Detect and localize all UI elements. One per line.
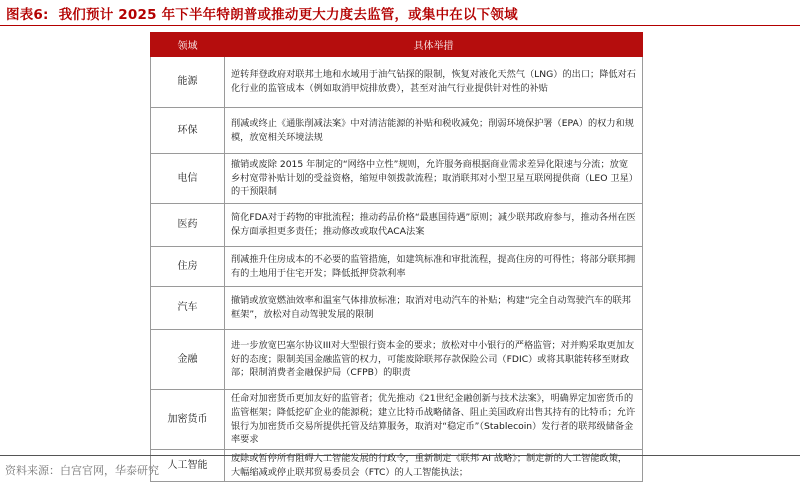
policy-table xyxy=(150,32,643,482)
figure-title-text: 我们预计 2025 年下半年特朗普或推动更大力度去监管，或集中在以下领域 xyxy=(58,7,518,23)
table-row xyxy=(151,154,643,204)
table-row xyxy=(151,330,643,390)
row-domain: 环保 xyxy=(151,108,225,154)
table-row xyxy=(151,247,643,287)
table-row xyxy=(151,204,643,247)
table-row xyxy=(151,108,643,154)
source-divider xyxy=(0,455,800,456)
table-row xyxy=(151,390,643,450)
source-note: 资料来源：白宫官网，华泰研究 xyxy=(5,464,159,477)
row-domain: 能源 xyxy=(151,57,225,108)
row-domain: 汽车 xyxy=(151,287,225,330)
row-measure: 削减推升住房成本的不必要的监管措施，如建筑标准和审批流程，提高住房的可得性；将部分联邦拥有的土地用于住宅开发；降低抵押贷款利率 xyxy=(225,247,643,287)
row-measure: 任命对加密货币更加友好的监管者；优先推动《21世纪金融创新与技术法案》，明确界定加密货币的监管框架；降低挖矿企业的能源税；建立比特币战略储备、阻止美国政府出售其持有的比特币；允许银行为加密货币交易所提供托管及结算服务，取消对“稳定币”（Stablecoin）发行者的联邦级储备金率要求 xyxy=(225,390,643,450)
row-measure: 废除或暂停所有阻碍人工智能发展的行政令，重新制定《联邦 AI 战略》；制定新的人工智能政策，大幅缩减或停止联邦贸易委员会（FTC）的人工智能执法； xyxy=(225,450,643,482)
row-measure: 逆转拜登政府对联邦土地和水域用于油气钻探的限制，恢复对液化天然气（LNG）的出口；降低对石化行业的监管成本（例如取消甲烷排放费），甚至对油气行业提供针对性的补贴 xyxy=(225,57,643,108)
table-row xyxy=(151,287,643,330)
row-domain: 人工智能 xyxy=(151,450,225,482)
title-divider xyxy=(0,25,800,26)
table-row xyxy=(151,57,643,108)
row-domain: 住房 xyxy=(151,247,225,287)
row-measure: 撤销或放宽燃油效率和温室气体排放标准；取消对电动汽车的补贴；构建“完全自动驾驶汽车的联邦框架”，放松对自动驾驶发展的限制 xyxy=(225,287,643,330)
row-measure: 进一步放宽巴塞尔协议III对大型银行资本金的要求；放松对中小银行的严格监管；对并购采取更加友好的态度；限制美国金融监管的权力，可能废除联邦存款保险公司（FDIC）或将其职能转移至财政部；限制消费者金融保护局（CFPB）的职责 xyxy=(225,330,643,390)
row-domain: 医药 xyxy=(151,204,225,247)
figure-label: 图表6: xyxy=(6,7,49,23)
row-measure: 撤销或废除 2015 年制定的“网络中立性”规则，允许服务商根据商业需求差异化限速与分流；放宽乡村宽带补贴计划的受益资格，缩短申领拨款流程；取消联邦对小型卫星互联网提供商（LEO 卫星）的干预限制 xyxy=(225,154,643,204)
header-domain: 领域 xyxy=(151,33,225,57)
row-measure: 削减或终止《通胀削减法案》中对清洁能源的补贴和税收减免；削弱环境保护署（EPA）的权力和规模，放宽相关环境法规 xyxy=(225,108,643,154)
row-domain: 加密货币 xyxy=(151,390,225,450)
table-header-row xyxy=(151,33,643,57)
figure-title xyxy=(6,3,518,23)
row-domain: 电信 xyxy=(151,154,225,204)
header-measures: 具体举措 xyxy=(225,33,643,57)
row-measure: 简化FDA对于药物的审批流程；推动药品价格“最惠国待遇”原则；减少联邦政府参与，推动各州在医保方面承担更多责任；推动修改或取代ACA法案 xyxy=(225,204,643,247)
row-domain: 金融 xyxy=(151,330,225,390)
